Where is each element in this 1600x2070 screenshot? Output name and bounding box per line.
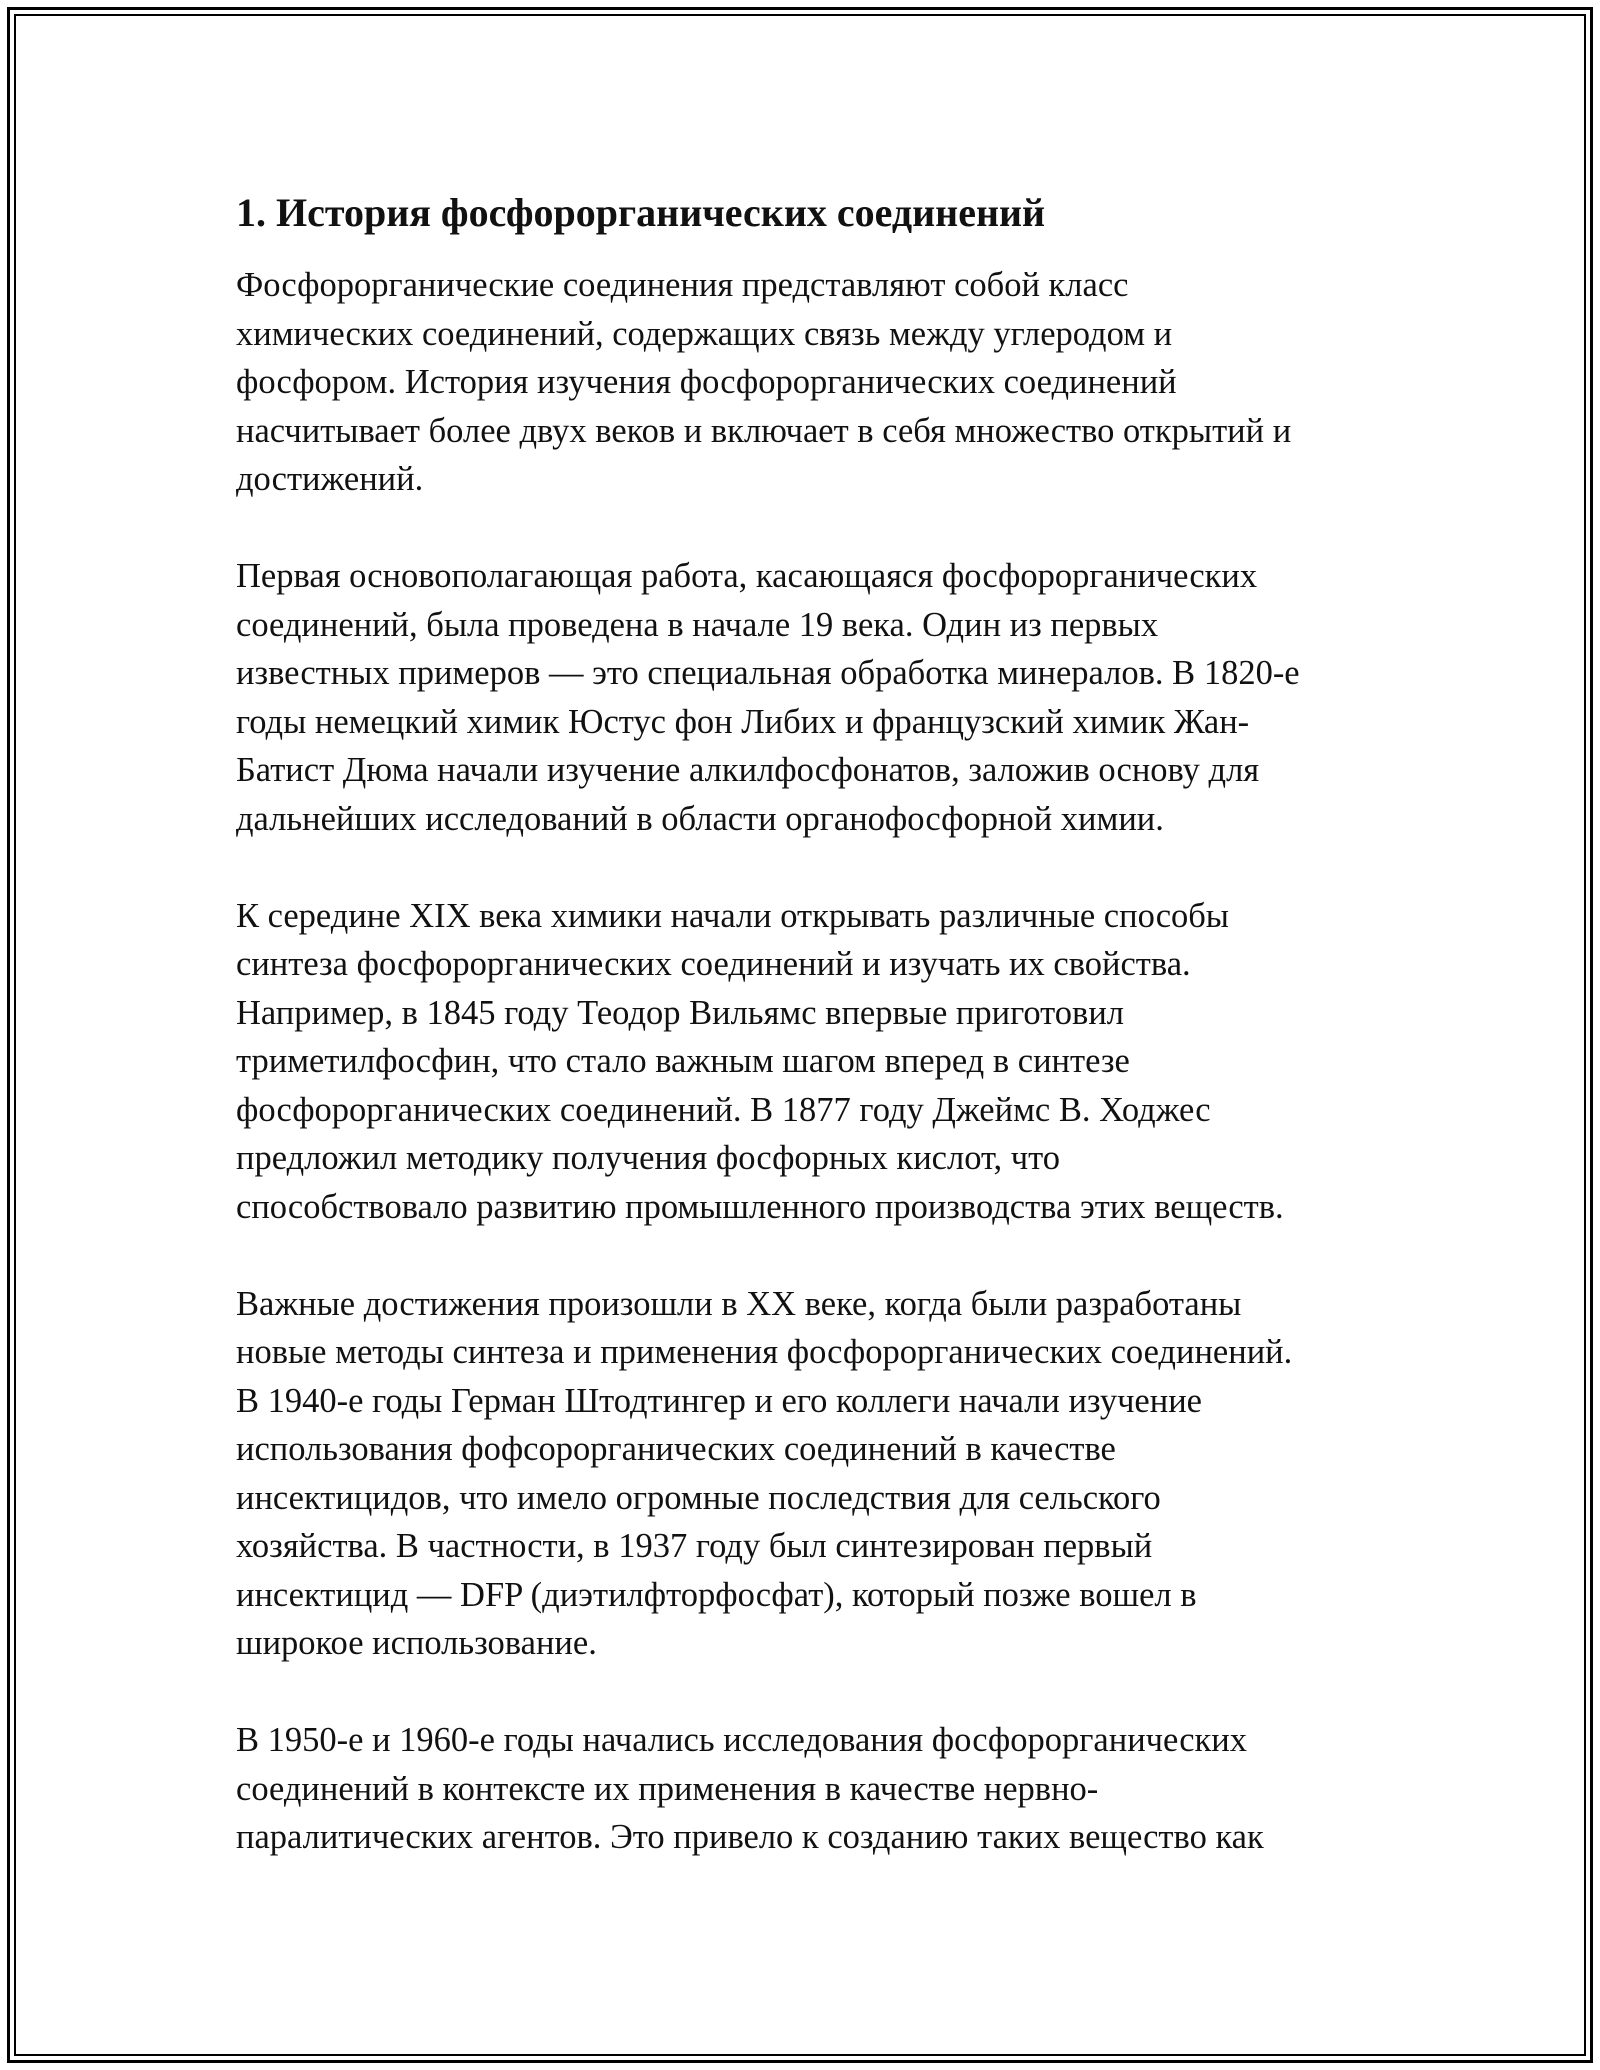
text-line: фосфором. История изучения фосфорорганических соединений <box>236 363 1177 401</box>
text-line: химических соединений, содержащих связь между углеродом и <box>236 314 1173 353</box>
text-line: предложил методику получения фосфорных кислот, что <box>236 1139 1060 1177</box>
text-line: годы немецкий химик Юстус фон Либих и французский химик Жан- <box>236 702 1250 741</box>
text-line: хозяйства. В частности, в 1937 году был синтезирован первый <box>236 1527 1153 1565</box>
text-line: К середине XIX века химики начали открывать различные способы <box>236 896 1229 935</box>
text-line: Фосфорорганические соединения представляют собой класс <box>236 266 1129 304</box>
text-line: Важные достижения произошли в XX веке, когда были разработаны <box>236 1284 1242 1323</box>
text-line: В 1950-е и 1960-е годы начались исследования фосфорорганических <box>236 1721 1247 1759</box>
paragraph-3 <box>236 892 1382 1232</box>
text-line: использования фофсорорганических соединений в качестве <box>236 1430 1116 1468</box>
text-line: В 1940-е годы Герман Штодтингер и его коллеги начали изучение <box>236 1381 1202 1420</box>
text-line: паралитических агентов. Это привело к созданию таких вещество как <box>236 1818 1264 1856</box>
paragraph-2 <box>236 552 1382 843</box>
text-line: соединений, была проведена в начале 19 века. Один из первых <box>236 605 1159 644</box>
paragraph-1 <box>236 261 1382 504</box>
text-line: известных примеров — это специальная обработка минералов. В 1820-е <box>236 654 1300 692</box>
text-line: соединений в контексте их применения в качестве нервно- <box>236 1769 1099 1808</box>
text-line: насчитывает более двух веков и включает в себя множество открытий и <box>236 411 1292 450</box>
text-line: инсектицид — DFP (диэтилфторфосфат), который позже вошел в <box>236 1575 1197 1614</box>
text-line: синтеза фосфорорганических соединений и изучать их свойства. <box>236 945 1191 983</box>
text-line: Например, в 1845 году Теодор Вильямс впервые приготовил <box>236 993 1125 1032</box>
paragraph-4 <box>236 1280 1382 1668</box>
text-line: инсектицидов, что имело огромные последствия для сельского <box>236 1478 1161 1517</box>
document-body <box>236 185 1382 1910</box>
section-title: 1. История фосфорорганических соединений <box>236 190 1046 235</box>
text-line: фосфорорганических соединений. В 1877 году Джеймс В. Ходжес <box>236 1090 1211 1129</box>
text-line: Первая основополагающая работа, касающаяся фосфорорганических <box>236 557 1258 595</box>
text-line: дальнейших исследований в области органофосфорной химии. <box>236 799 1164 838</box>
text-line: новые методы синтеза и применения фосфорорганических соединений. <box>236 1333 1293 1371</box>
paragraph-5 <box>236 1716 1382 1862</box>
text-line: триметилфосфин, что стало важным шагом вперед в синтезе <box>236 1042 1130 1080</box>
text-line: способствовало развитию промышленного производства этих веществ. <box>236 1187 1284 1226</box>
text-line: Батист Дюма начали изучение алкилфосфонатов, заложив основу для <box>236 751 1260 789</box>
text-line: достижений. <box>236 460 424 498</box>
text-line: широкое использование. <box>236 1624 597 1662</box>
